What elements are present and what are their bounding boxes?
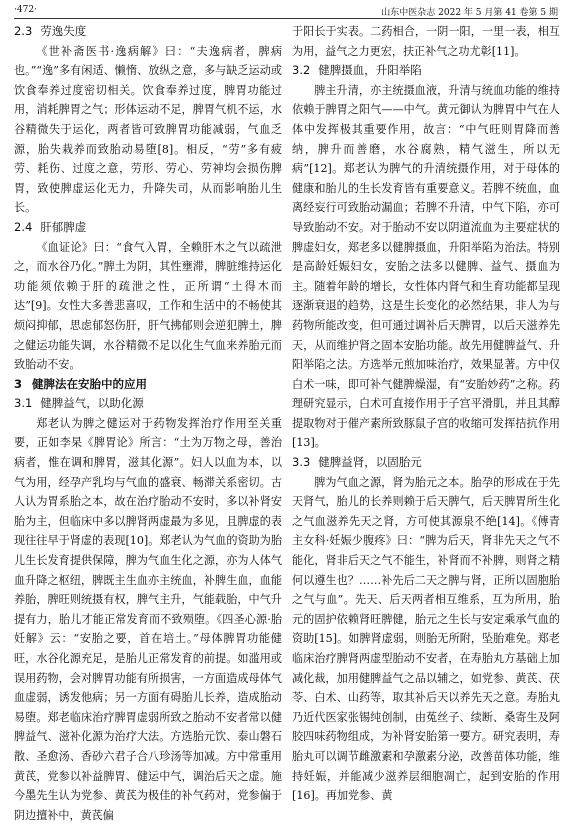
paragraph: 郑老认为脾之健运对于药物发挥治疗作用至关重要，正如李杲《脾胃论》所言：“土为万物之母，善治病者，惟在调和脾胃，滋其化源”。妇人以血为本，以气为用，经孕产乳均与气血的盛衰、畅滞关系密切。古人认为胃系胎之本，故在治疗胎动不安时，多以补肾安胎为主，但临床中多以脾肾两虚最为多见，且脾虚的表现往往早于肾虚的表现[10]。郑老认为气血的资助为胎儿生长发育提供保障，脾为气血生化之源，亦为人体气血升降之枢纽，脾既主生血亦主统血，补脾生血，血能养胎，脾旺则统摄有权，脾气主升，气能载胎，中气升提有力，胎儿才能正常发育而不致殒堕。《四圣心源·胎妊解》云：“安胎之要，首在培土。”母体脾胃功能健旺，水谷化源充足，是胎儿正常发育的前提。如滥用或误用药物，会对脾胃功能有所损害，一方面造成母体气血虚弱，诱发他病；另一方面有碍胎儿长养，造成胎动易堕。郑老临床治疗脾胃虚弱所致之胎动不安者常以健脾益气、滋补化源为治疗大法。方选胎元饮、泰山磐石散、圣愈汤、香砂六君子合八珍汤等加减。方中常重用黄芪，党参以补益脾胃、健运中气，调治后天之虚。施今墨先生认为党参、黄芪为极佳的补气药对，党参偏于阴边擅补中，黄芪偏 (14, 416, 282, 822)
subsection-heading (14, 218, 282, 238)
paragraph: 脾主升清，亦主统摄血液，升清与统血功能的维持依赖于脾胃之阳气——中气。黄元御认为脾胃中气在人体中发挥极其重要作用，故言：“中气旺则胃降而善纳，脾升而善磨，水谷腐熟，精气滋生，所以无病”[12]。郑老认为脾气的升清统摄作用，对于母体的健康和胎儿的生长发育皆有重要意义。若脾不统血，血离经妄行可致胎动漏血；若脾不升清，中气下陷，亦可导致胎动不安。对于胎动不安以阴道流血为主要症状的脾虚妇女，郑老多以健脾摄血，升阳举陷为治法。特别是高龄妊娠妇女，安胎之法多以健脾、益气、摄血为主。随着年龄的增长，女性体内肾气和生育功能都呈现逐渐衰退的趋势，这是生长变化的必然结果，非人为与药物所能改变，但可通过调补后天脾胃，以后天滋养先天，从而维护肾之固本安胎功能。故先用健脾益气、升阳举陷之法。方选举元煎加味治疗，效果显著。方中仅白术一味，即可补气健脾燥湿，有“安胎妙药”之称。药理研究显示，白术可直接作用于子宫平滑肌，并且其醇提取物对于催产素所致豚鼠子宫的收缩可发挥拮抗作用[13]。 (292, 83, 560, 450)
heading-text: 健脾益肾，以固胎元 (318, 455, 422, 470)
section-heading (14, 375, 282, 395)
heading-text: 肝郁脾虚 (40, 219, 87, 234)
heading-number: 2.3 (14, 24, 33, 38)
subsection-heading (292, 61, 560, 81)
heading-number: 3.3 (292, 455, 311, 470)
heading-number: 3.2 (292, 63, 311, 78)
heading-text: 健脾益气，以助化源 (40, 396, 144, 411)
heading-number: 3 (14, 376, 23, 391)
heading-text: 劳逸失度 (40, 24, 87, 38)
paragraph: 《血证论》曰：“食气入胃，全赖肝木之气以疏泄之，而水谷乃化。”脾土为阴，其性壅滞，脾脏维持运化功能须依赖于肝的疏泄之性，正所谓“土得木而达”[9]。女性大多善悲喜叹，工作和生活中的不畅使其烦闷抑郁，思虑郁怒伤肝，肝气拂郁则会逆犯脾土，脾之健运功能失调，水谷精微不足以化生气血来养胎元而致胎动不安。 (14, 240, 282, 372)
page-number: ·472· (14, 5, 37, 15)
journal-citation: 山东中医杂志 2022 年 5 月第 41 卷第 5 期 (381, 8, 558, 18)
paragraph: 于阳长于实表。二药相合，一阴一阳，一里一表，相互为用，益气之力更宏，扶正补气之功尤彰[11]。 (292, 25, 560, 58)
paragraph: 《世补斋医书·逸病解》曰：“夫逸病者，脾病也。”“逸”多有闲适、懒惰、放纵之意，多与缺乏运动或饮食奉养过度密切相关。饮食奉养过度，脾胃功能过用，消耗脾胃之气；形体运动不足，脾胃气机不运，水谷精微失于运化，两者皆可致脾胃功能减弱，气血乏源，胎失栽养而致胎动易堕[8]。相反，“劳”多有疲劳、耗伤、过度之意，劳形、劳心、劳神均会损伤脾胃，致使脾虚运化无力，升降失司，从而影响胎儿生长。 (14, 44, 282, 215)
paragraph: 脾为气血之源，肾为胎元之本。胎孕的形成在于先天肾气，胎儿的长养则赖于后天脾气，后天脾胃所生化之气血滋养先天之肾，方可使其源泉不绝[14]。《傅青主女科·妊娠少腹疼》曰：“脾为后天，肾非先天之气不能化，肾非后天之气不能生，补肾而不补脾，则肾之精何以遵生也？……补先后二天之脾与肾，正所以固胞胎之气与血”。先天、后天两者相互维系，互为所用，胎元的固护依赖肾旺脾健，胎元之生长与安定乘承气血的资助[15]。如脾肾虚弱，则胎无所附，坠胎难免。郑老临床治疗脾肾两虚型胎动不安者，在寿胎丸方基础上加减化裁，加用健脾益气之品以辅之，如党参、黄芪、茯苓、白术、山药等，取其补后天以养先天之意。寿胎丸乃近代医家张锡纯创制，由菟丝子、续断、桑寄生及阿胶四味药物组成，为补肾安胎第一要方。研究表明，寿胎丸可以调节雌激素和孕激素分泌，改善苗体功能，维持妊娠，并能减少滋养层细胞凋亡，起到安胎的作用[16]。再加党参、黄 (292, 475, 560, 803)
subsection-heading (14, 22, 282, 42)
heading-number: 2.4 (14, 219, 33, 234)
heading-text: 健脾摄血，升阳举陷 (318, 63, 422, 78)
heading-number: 3.1 (14, 396, 33, 411)
right-column (292, 22, 560, 806)
subsection-heading (14, 394, 282, 414)
running-header (14, 4, 558, 19)
left-column (14, 22, 282, 825)
heading-text: 健脾法在安胎中的应用 (32, 376, 148, 391)
subsection-heading (292, 453, 560, 473)
